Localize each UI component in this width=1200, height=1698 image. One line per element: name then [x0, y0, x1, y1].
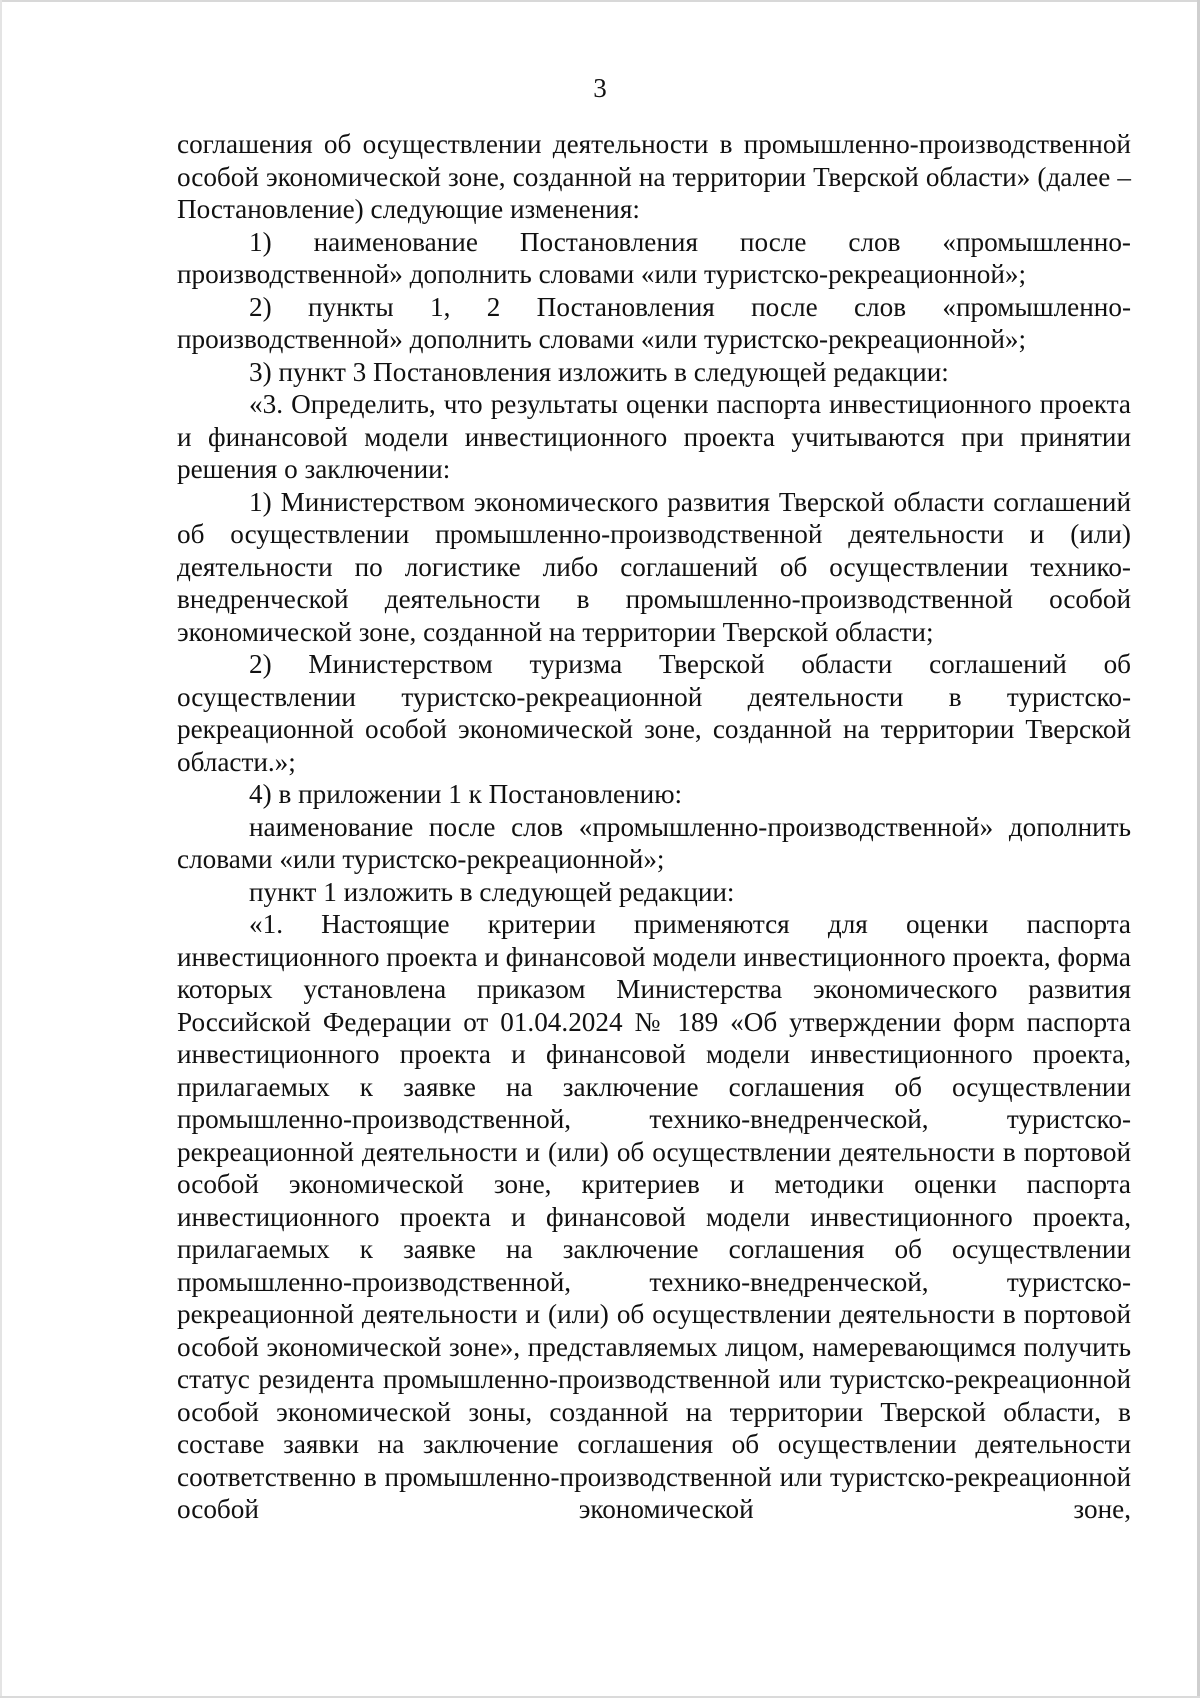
paragraph-continuation: соглашения об осуществлении деятельности в промышленно-производственной особой экономической зоне, созданной на территории Тверской области» (далее – Постановление) следующие изменения: [177, 129, 1131, 224]
paragraph-point-1-intro: пункт 1 изложить в следующей редакции: [249, 876, 735, 907]
paragraph-item-3: 3) пункт 3 Постановления изложить в следующей редакции: [249, 356, 949, 387]
scan-edge [0, 0, 1200, 2]
scan-edge [0, 0, 2, 1698]
paragraph-item-4: 4) в приложении 1 к Постановлению: [249, 779, 683, 809]
paragraph-quote-1: «1. Настоящие критерии применяются для оценки паспорта инвестиционного проекта и финансовой модели инвестиционного проекта, форма которых установлена приказом Министерства экономического развития Российской Федерации от 01.04.2024 № 189 «Об утверждении форм паспорта инвестиционного проекта и финансовой модели инвестиционного проекта, прилагаемых к заявке на заключение соглашения об осуществлении промышленно-производственной, технико-внедренческой, туристско-рекреационной деятельности и (или) об осуществлении деятельности в портовой особой экономической зоне, критериев и методики оценки паспорта инвестиционного проекта и финансовой модели инвестиционного проекта, прилагаемых к заявке на заключение соглашения об осуществлении промышленно-производственной, технико-внедренческой, туристско-рекреационной деятельности и (или) об осуществлении деятельности в портовой особой экономической зоне», представляемых лицом, намеревающимся получить статус резидента промышленно-производственной или туристско-рекреационной особой экономической зоны, созданной на территории Тверской области, в составе заявки на заключение соглашения об осуществлении деятельности соответственно в промышленно-производственной или туристско-рекреационной особой экономической зоне, [177, 909, 1131, 1524]
document-body [177, 128, 1131, 1526]
paragraph-item-1: 1) наименование Постановления после слов «промышленно-производственной» дополнить словами «или туристско-рекреационной»; [177, 226, 1131, 289]
paragraph-name-change: наименование после слов «промышленно-производственной» дополнить словами «или туристско-рекреационной»; [177, 811, 1131, 874]
paragraph-quote-3: «3. Определить, что результаты оценки паспорта инвестиционного проекта и финансовой модели инвестиционного проекта учитываются при принятии решения о заключении: [177, 389, 1131, 484]
paragraph-item-2: 2) пункты 1, 2 Постановления после слов «промышленно-производственной» дополнить словами «или туристско-рекреационной»; [177, 291, 1131, 354]
paragraph-subitem-1: 1) Министерством экономического развития Тверской области соглашений об осуществлении промышленно-производственной деятельности и (или) деятельности по логистике либо соглашений об осуществлении технико-внедренческой деятельности в промышленно-производственной особой экономической зоне, созданной на территории Тверской области; [177, 486, 1131, 647]
page-number: 3 [593, 73, 607, 103]
paragraph-subitem-2: 2) Министерством туризма Тверской области соглашений об осуществлении туристско-рекреационной деятельности в туристско-рекреационной особой экономической зоне, созданной на территории Тверской области.»; [177, 649, 1131, 777]
